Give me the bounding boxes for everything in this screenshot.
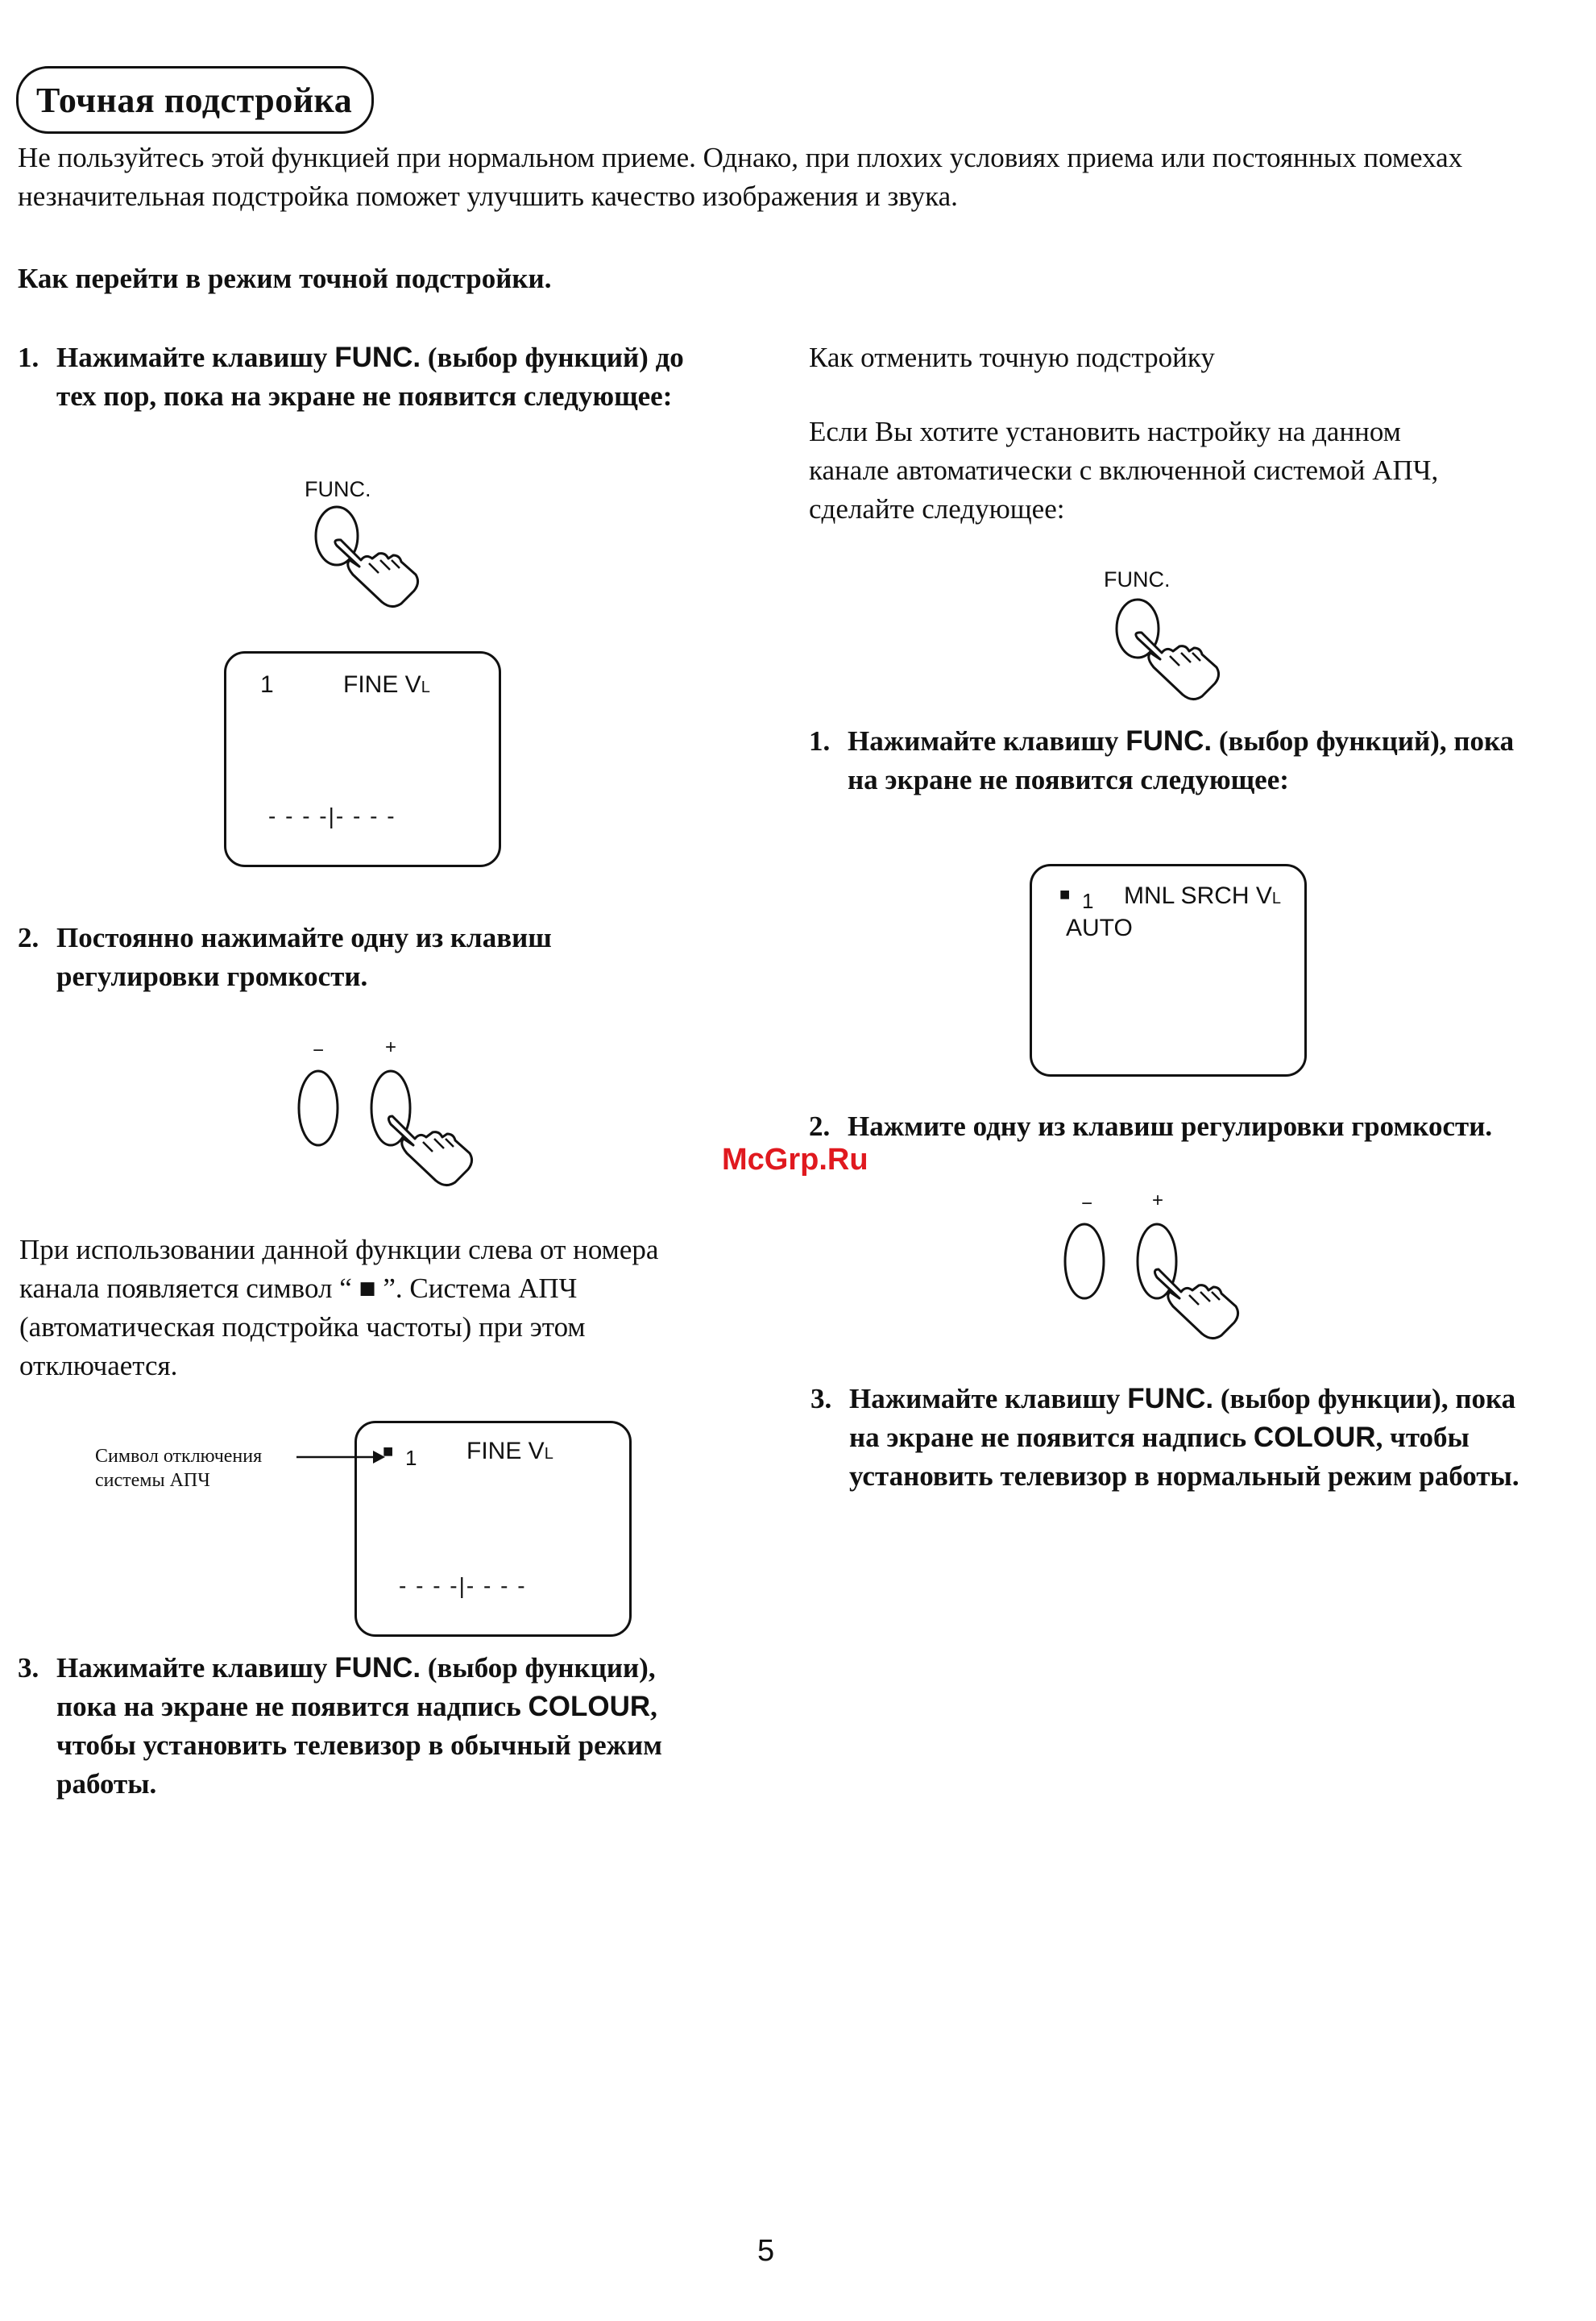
right-intro: Если Вы хотите установить настройку на данном канале автоматически с включенной системой АПЧ, сделайте следующее: xyxy=(809,416,1439,525)
left-step-1 xyxy=(18,338,694,416)
step-text: (выбор функций) до тех пор, пока на экране не появится следующее: xyxy=(56,342,684,412)
tv-screen-manual-search xyxy=(1030,864,1307,1077)
screen-channel: 1 xyxy=(260,671,274,698)
step-number: 2. xyxy=(18,922,39,953)
screen-label xyxy=(466,1438,553,1465)
minus-label: − xyxy=(313,1040,325,1061)
afc-off-marker: ■ xyxy=(383,1441,394,1461)
screen-label-main: FINE V xyxy=(466,1438,545,1464)
func-keyword: FUNC. xyxy=(1125,725,1213,757)
volume-buttons-icon xyxy=(294,1060,487,1189)
step-text: Нажимайте клавишу xyxy=(849,1383,1128,1414)
func-label: FUNC. xyxy=(305,477,371,501)
step-text: Нажмите одну из клавиш регулировки громкости. xyxy=(848,1111,1493,1142)
step-number: 3. xyxy=(18,1652,39,1684)
step-number: 1. xyxy=(18,342,39,373)
screen-auto: AUTO xyxy=(1066,915,1133,941)
plus-label: + xyxy=(385,1036,397,1058)
step-number: 2. xyxy=(809,1111,831,1142)
step-text: , чтобы установить телевизор в нормальный режим работы. xyxy=(849,1422,1519,1492)
screen-label xyxy=(343,671,430,699)
step-text: Нажимайте клавишу xyxy=(848,725,1126,757)
page-number: 5 xyxy=(757,2234,775,2268)
func-keyword: FUNC. xyxy=(334,1652,421,1684)
afc-note: При использовании данной функции слева от номера канала появляется символ “ ■ ”. Система АПЧ (автоматическая подстройка частоты) при этом отключается. xyxy=(19,1234,659,1381)
minus-label: − xyxy=(1081,1193,1093,1214)
left-step-3 xyxy=(18,1649,694,1804)
right-heading: Как отменить точную подстройку xyxy=(809,342,1215,373)
hand-pressing-button-icon xyxy=(1113,596,1234,701)
step-text: Постоянно нажимайте одну из клавиш регулировки громкости. xyxy=(56,922,552,992)
screen-label-sub: L xyxy=(421,679,430,696)
right-step-3 xyxy=(810,1380,1519,1496)
fine-tune-scale: - - - -|- - - - xyxy=(399,1573,527,1598)
screen-channel: 1 xyxy=(1082,889,1094,913)
afc-callout: Символ отключения системы АПЧ xyxy=(95,1446,263,1491)
func-keyword: FUNC. xyxy=(334,342,421,373)
func-label: FUNC. xyxy=(1104,567,1171,592)
page-title: Точная подстройка xyxy=(16,66,374,134)
screen-label xyxy=(1124,882,1281,910)
plus-label: + xyxy=(1152,1190,1164,1211)
screen-label-main: FINE V xyxy=(343,671,421,698)
step-number: 1. xyxy=(809,725,831,757)
left-heading: Как перейти в режим точной подстройки. xyxy=(18,263,552,294)
step-number: 3. xyxy=(810,1383,832,1414)
step-text: Нажимайте клавишу xyxy=(56,342,335,373)
right-step-1 xyxy=(809,722,1518,799)
screen-channel: 1 xyxy=(405,1446,417,1470)
colour-keyword: COLOUR xyxy=(528,1691,651,1722)
step-text: , чтобы установить телевизор в обычный режим работы. xyxy=(56,1691,662,1800)
screen-label-main: MNL SRCH V xyxy=(1124,882,1272,909)
step-text: (выбор функции), пока на экране не появится надпись xyxy=(849,1383,1516,1453)
screen-label-sub: L xyxy=(1271,890,1282,907)
right-step-2 xyxy=(809,1107,1518,1146)
func-keyword: FUNC. xyxy=(1127,1383,1214,1414)
watermark: McGrp.Ru xyxy=(722,1143,868,1177)
fine-tune-scale: - - - -|- - - - xyxy=(268,803,396,828)
tv-screen-fine xyxy=(224,651,501,867)
left-step-2 xyxy=(18,919,694,996)
screen-label-sub: L xyxy=(544,1445,553,1463)
intro-paragraph: Не пользуйтесь этой функцией при нормальном приеме. Однако, при плохих условиях приема или постоянных помехах незначительная подстройка поможет улучшить качество изображения и звука. xyxy=(18,142,1463,212)
step-text: Нажимайте клавишу xyxy=(56,1652,335,1684)
step-text: (выбор функции), пока на экране не появится надпись xyxy=(56,1652,656,1722)
volume-buttons-icon xyxy=(1060,1213,1254,1342)
hand-pressing-button-icon xyxy=(313,504,433,608)
step-text: (выбор функций), пока на экране не появится следующее: xyxy=(848,725,1515,795)
colour-keyword: COLOUR xyxy=(1253,1422,1376,1453)
tv-screen-fine-afc-off xyxy=(354,1421,632,1637)
afc-off-marker: ■ xyxy=(1059,884,1071,904)
